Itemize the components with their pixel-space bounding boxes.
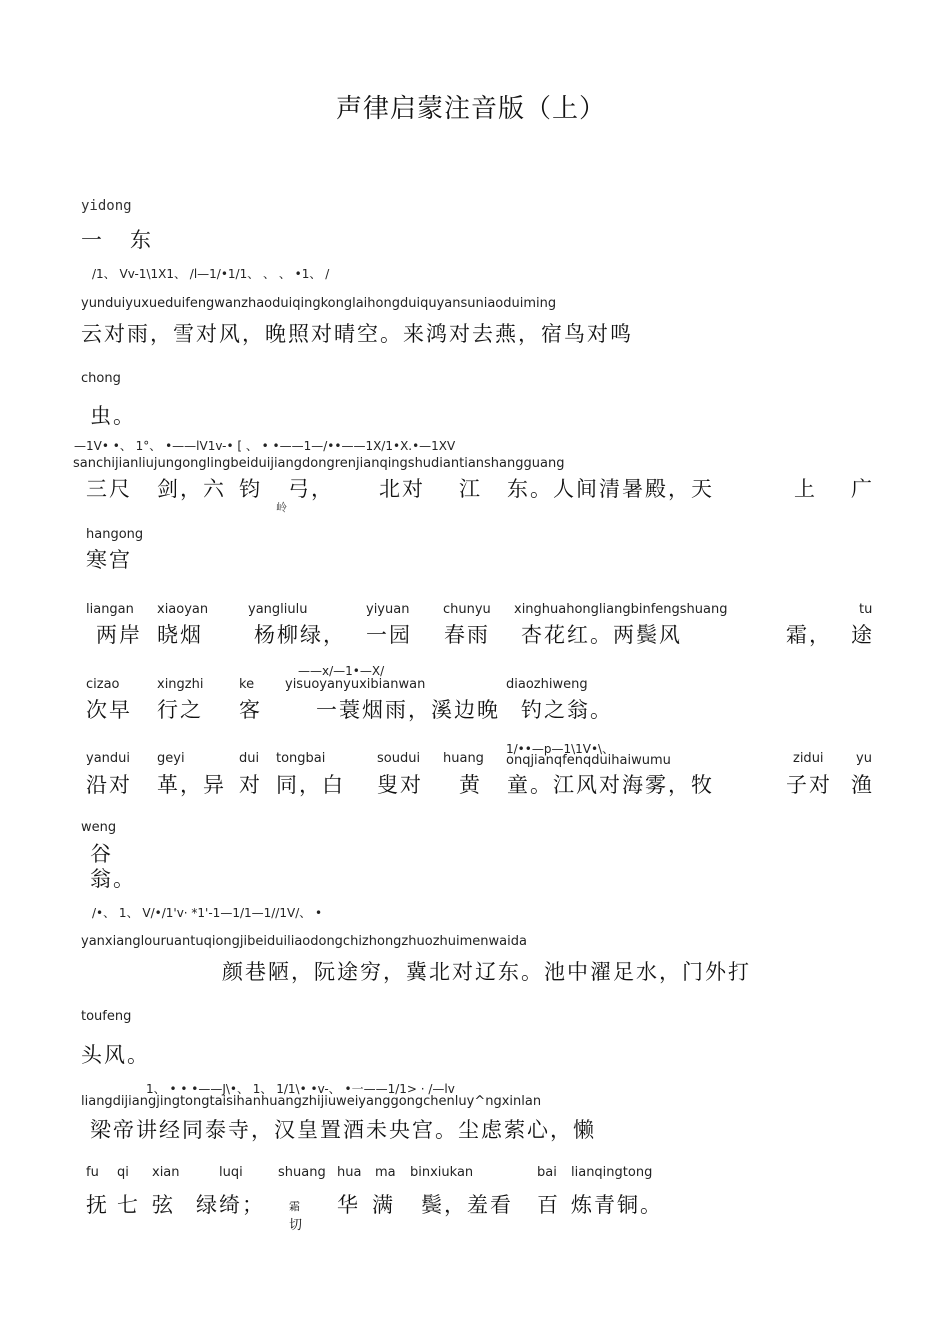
section-pinyin: yidong xyxy=(81,198,132,214)
pinyin-8-3: dui xyxy=(239,751,260,766)
text-3-clipped: 岭 xyxy=(276,501,287,514)
text-line-4: 寒宫 xyxy=(86,548,132,572)
pinyin-8-1: yandui xyxy=(86,751,131,766)
text-5g: 霜， xyxy=(786,623,832,647)
text-12-small-2: 切 xyxy=(289,1218,303,1233)
pinyin-8-2: geyi xyxy=(157,751,185,766)
pinyin-7-2: xingzhi xyxy=(157,677,204,692)
text-6c: 客 xyxy=(239,698,262,722)
text-3c: 钧 xyxy=(239,477,262,501)
text-12-small-1: 霜 xyxy=(289,1200,300,1213)
text-12i: 炼青铜。 xyxy=(571,1193,663,1217)
text-8a: 谷 xyxy=(90,842,113,866)
text-12b: 七 xyxy=(117,1193,140,1217)
text-6b: 行之 xyxy=(157,698,203,722)
pinyin-12-1: fu xyxy=(86,1165,99,1180)
text-7d: 同，白 xyxy=(276,773,345,797)
pinyin-8-7: zidui xyxy=(793,751,824,766)
text-5a: 两岸 xyxy=(96,623,142,647)
tone-marks-3: ——x/—1•—X/ xyxy=(298,664,385,678)
text-7h: 子对 xyxy=(786,773,832,797)
text-5h: 途 xyxy=(851,623,874,647)
text-line-1: 云对雨，雪对风，晚照对晴空。来鸿对去燕，宿鸟对鸣 xyxy=(81,322,633,346)
text-12f: 满 xyxy=(372,1193,395,1217)
pinyin-12-8: binxiukan xyxy=(410,1165,474,1180)
pinyin-line-3: sanchijianliujungonglingbeiduijiangdongrenjianqingshudiantianshangguang xyxy=(73,456,565,471)
pinyin-12-2: qi xyxy=(117,1165,129,1180)
pinyin-line-4: hangong xyxy=(86,527,144,542)
text-7b: 革，异 xyxy=(157,773,226,797)
text-5c: 杨柳绿， xyxy=(254,623,346,647)
text-7c: 对 xyxy=(239,773,262,797)
pinyin-12-9: bai xyxy=(537,1165,557,1180)
text-12a: 抚 xyxy=(86,1193,109,1217)
text-3b: 剑，六 xyxy=(157,477,226,501)
pinyin-8-6: huang xyxy=(443,751,484,766)
text-line-2: 虫。 xyxy=(90,404,136,428)
pinyin-12-4: luqi xyxy=(219,1165,243,1180)
pinyin-7-4: diaozhiweng xyxy=(506,677,588,692)
text-line-9: 颜巷陋，阮途穷，冀北对辽东。池中濯足水，门外打 xyxy=(222,960,751,984)
text-7e: 叟对 xyxy=(377,773,423,797)
pinyin-line-10: liangdijiangjingtongtaisihanhuangzhijiuweiyanggongchenluy^ngxinlan xyxy=(81,1094,542,1109)
tone-marks-2: —1V• •、 1°、 •——lV1v-• [ 、 • •——1—/••——1X/1•X.•—1XV xyxy=(74,439,456,453)
pinyin-line-2: chong xyxy=(81,371,121,386)
pinyin-8-4: tongbai xyxy=(276,751,326,766)
tone-marks-1: /1、 Vv-1\1X1、 /l—1/•1/1、 、 、 •1、 / xyxy=(92,267,330,281)
text-7f: 黄 xyxy=(459,773,482,797)
pinyin-6-1: liangan xyxy=(86,602,134,617)
pinyin-line-9: toufeng xyxy=(81,1009,132,1024)
pinyin-6-2: xiaoyan xyxy=(157,602,209,617)
pinyin-6-3: yangliulu xyxy=(248,602,308,617)
text-3a: 三尺 xyxy=(86,477,132,501)
text-5d: 一园 xyxy=(366,623,412,647)
text-7g: 童。江风对海雾，牧 xyxy=(507,773,714,797)
text-3e: 北对 xyxy=(379,477,425,501)
pinyin-7-1: cizao xyxy=(86,677,120,692)
tone-marks-5: /•、 1、 V/•/1'v· *1'-1—1/1—1//1V/、 • xyxy=(92,906,323,920)
pinyin-12-6: hua xyxy=(337,1165,362,1180)
pinyin-6-7: tu xyxy=(859,602,873,617)
pinyin-12-3: xian xyxy=(152,1165,180,1180)
text-6e: 钓之翁。 xyxy=(521,698,613,722)
pinyin-8-8: yu xyxy=(856,751,872,766)
text-3i: 广 xyxy=(851,477,874,501)
text-12c: 弦 xyxy=(152,1193,175,1217)
text-3h: 上 xyxy=(794,477,817,501)
pinyin-12-7: ma xyxy=(375,1165,396,1180)
text-12e: 华 xyxy=(337,1193,360,1217)
text-12g: 鬓，羞看 xyxy=(421,1193,513,1217)
text-5f: 杏花红。两鬓风 xyxy=(521,623,682,647)
text-line-10: 头风。 xyxy=(81,1043,150,1067)
text-6d: 一蓑烟雨，溪边晚 xyxy=(316,698,500,722)
pinyin-12-5: shuang xyxy=(278,1165,326,1180)
text-3f: 江 xyxy=(459,477,482,501)
text-12d: 绿绮； xyxy=(196,1193,265,1217)
pinyin-line-8: yanxianglouruantuqiongjibeiduiliaodongchizhongzhuozhuimenwaida xyxy=(81,934,527,949)
pinyin-line-7: weng xyxy=(81,820,117,835)
text-7a: 沿对 xyxy=(86,773,132,797)
page-title: 声律启蒙注音版（上） xyxy=(336,94,607,124)
section-heading: 一 东 xyxy=(81,228,154,252)
text-7i: 渔 xyxy=(851,773,874,797)
text-5b: 晓烟 xyxy=(157,623,203,647)
tone-marks-6: 1、 • • •——J\•、 1、 1/1\• •v-、 •一——1/1> · /—lv xyxy=(146,1082,455,1096)
text-3g: 东。人间清暑殿，天 xyxy=(507,477,714,501)
text-3d: 弓， xyxy=(288,477,334,501)
text-line-11: 梁帝讲经同泰寺，汉皇置酒未央宫。尘虑萦心，懒 xyxy=(90,1118,596,1142)
pinyin-8-5: soudui xyxy=(377,751,421,766)
text-12h: 百 xyxy=(537,1193,560,1217)
pinyin-6-6: xinghuahongliangbinfengshuang xyxy=(514,602,728,617)
pinyin-line-5: yisuoyanyuxibianwan xyxy=(285,677,426,692)
text-5e: 春雨 xyxy=(444,623,490,647)
pinyin-line-6: onqjianqfenqduihaiwumu xyxy=(506,753,671,768)
pinyin-6-5: chunyu xyxy=(443,602,491,617)
pinyin-7-3: ke xyxy=(239,677,255,692)
pinyin-12-10: lianqingtong xyxy=(571,1165,653,1180)
text-6a: 次早 xyxy=(86,698,132,722)
text-8b: 翁。 xyxy=(90,867,136,891)
tone-marks-4: 1/••—p—1\1V•\、 xyxy=(506,742,615,756)
pinyin-line-1: yunduiyuxueduifengwanzhaoduiqingkonglaihongduiquyansuniaoduiming xyxy=(81,296,557,311)
pinyin-6-4: yiyuan xyxy=(366,602,410,617)
